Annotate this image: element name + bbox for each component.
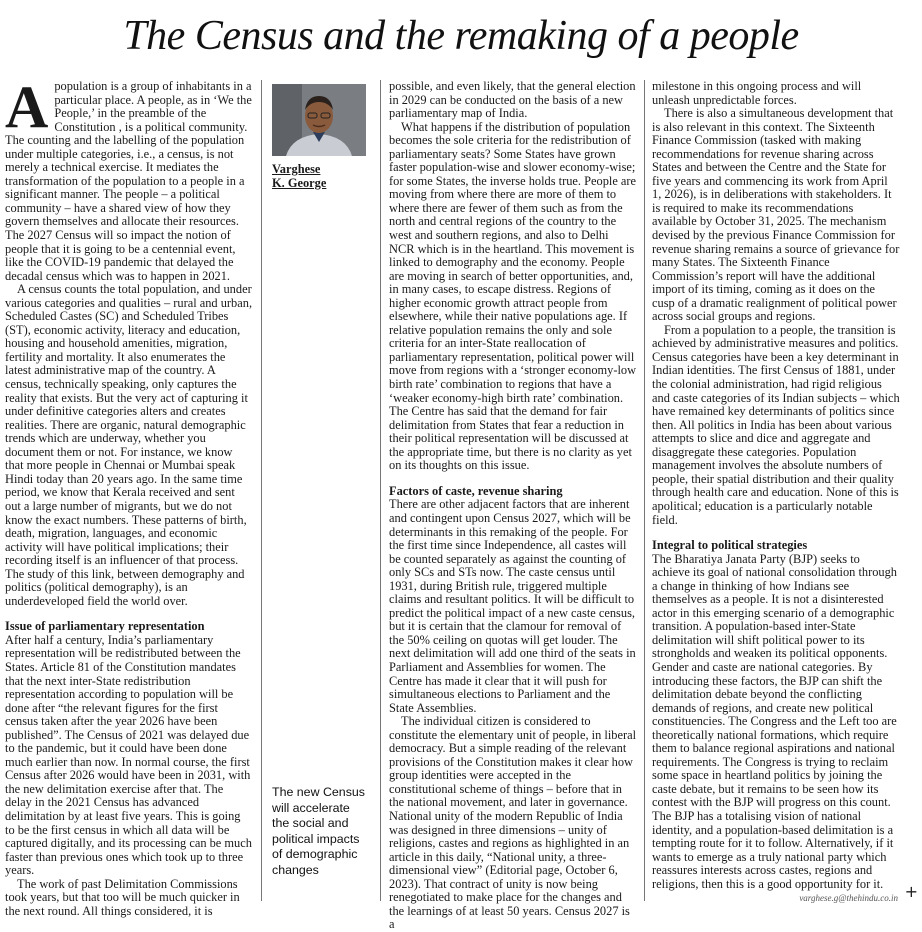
author-name: Varghese K. George [272, 162, 327, 190]
paragraph: The individual citizen is considered to constitute the elementary unit of people, in liberal democracy. But a simple reading of the relevant provisions of the Constitution makes it clear how group identities were accepted in the constitutional scheme of things – before that in the national movement, and later in governance. National unity of the modern Republic of India was designed in three dimensions – unity of religions, castes and regions as highlighted in an article in this daily, “National unity, a three-dimensional view” (Editorial page, October 6, 2023). That contract of unity is now being renegotiated to make place for the changes and the learnings of at least 50 years. Census 2027 is a [389, 714, 637, 932]
subheading: Factors of caste, revenue sharing [389, 483, 563, 498]
paragraph: There are other adjacent factors that are inherent and contingent upon Census 2027, which will be determinants in this remaking of the people. For the first time since Independence, all castes will be counted separately as against the counting of only SCs and STs now. The caste census until 1931, during British rule, triggered multiple claims and resultant politics. It will be difficult to predict the political impact of a new caste census, but it is certain that the clamour for removal of the 50% ceiling on quotas will get louder. The next delimitation will add one third of the seats in Parliament and Assemblies for women. The Centre has made it clear that it will push for simultaneous elections to Parliament and the State Assemblies. [389, 497, 636, 715]
column-1 [5, 74, 253, 918]
pull-quote: The new Census will accelerate the social and political impacts of demographic changes [272, 785, 365, 877]
drop-cap: A [5, 74, 49, 140]
paragraph: milestone in this ongoing process and will unleash unpredictable forces. [652, 79, 862, 107]
column-4 [652, 80, 900, 901]
paragraph: The Bharatiya Janata Party (BJP) seeks to achieve its goal of national consolidation through a change in thinking of how Indians see themselves as a people. It is not a disinterested actor in this emerging scenario of a demographic transition. A population-based inter-State delimitation will shift political power to its strongholds and weaken its political opponents. Gender and caste are national categories. By introducing these factors, the BJP can shift the delimitation debate beyond the conflicting demands of regions, and create new political constituencies. The Congress and the Left too are theoretically national formations, which require them to balance regional aspirations and national requirements. The Congress is trying to reclaim some space in heartland politics by joining the caste debate, but it remains to be seen how its contest with the BJP will progress on this count. The BJP has a totalising vision of national identity, and a population-based delimitation is a tempting route for it to follow. Alternatively, if it wants to emerge as a truly national party which reassures interests across castes, regions and religions, then this is a good opportunity for it. [652, 551, 897, 891]
paragraph: There is also a simultaneous development that is also relevant in this context. The Sixteenth Finance Commission (tasked with making recommendations for revenue sharing across States and between the Centre and the State for five years and commencing its work from April 1, 2026), is in deliberations with stakeholders. It is required to make its recommendations available by October 31, 2025. The mechanism devised by the previous Finance Commission for revenue sharing remains a source of grievance for many States. The Sixteenth Finance Commission’s report will have the additional import of its timing, coming as it does on the cusp of a dramatic realignment of political power across social groups and regions. [652, 106, 900, 324]
column-rule [380, 80, 381, 901]
headline: The Census and the remaking of a people [123, 13, 799, 59]
paragraph: The work of past Delimitation Commissions took years, but that too will be much quicker in the next round. All things considered, it is [5, 876, 240, 918]
paragraph: What happens if the distribution of population becomes the sole criteria for the redistribution of parliamentary seats? Some States have grown faster population-wise and slower economy-wise; for some States, the inverse holds true. People are moving from where there are more of them to where there are fewer of them such as from the north and central regions of the country to the west and southern regions, and also to Delhi NCR which is in the heartland. This movement is linked to demography and the economy. People are moving in search of better opportunities, and, in many cases, to escape distress. Regions of higher economic growth attract people from elsewhere, while their native populations age. If relative population remains the only and sole criteria for an inter-State reallocation of parliamentary representation, political power will move from regions with a ‘stronger economy-low birth rate’ combination to regions that have a ‘weaker economy-high birth rate’ combination. The Centre has said that the demand for fair delimitation from States that fear a reduction in their political representation will be discussed at the appropriate time, but there is no clarity as yet on its thoughts on this issue. [389, 119, 637, 473]
paragraph: A population is a group of inhabitants in a particular place. A people, as in ‘We the People,’ in the preamble of the Constitution , is a political community. The counting and the labelling of the population under multiple categories, i.e., a census, is not merely a technical exercise. It mediates the transformation of the population to a people in a significant manner. The people – a political community – have a shared view of how they govern themselves and allocate their resources. The 2027 Census will so impact the notion of people that it is going to be a centennial event, like the COVID-19 pandemic that delayed the decadal census which was to happen in 2021. [5, 74, 252, 283]
column-rule [644, 80, 645, 901]
author-portrait-icon [272, 84, 366, 156]
column-rule [261, 80, 262, 901]
paragraph: From a population to a people, the transition is achieved by administrative measures and politics. Census categories have been a key determinant in Indian identities. The first Census of 1881, under the colonial administration, had rigid religious and caste categories of its Indian subjects – which have remained key determinants of politics since then. All politics in India has been about various attempts to slice and dice and aggregate and disaggregate these categories. Population management involves the absolute numbers of people, their spatial distribution and their quality through health care and education. None of this is apolitical; education is a particularly notable field. [652, 322, 900, 527]
paragraph: After half a century, India’s parliamentary representation will be redistributed between the States. Article 81 of the Constitution mandates that the next inter-State redistribution representation according to population will be done after “the relevant figures for the first census taken after the year 2026 have been published”. The Census of 2021 was delayed due to the pandemic, but it could have been done much earlier than now. In normal course, the first Census after 2026 would have been in 2031, with the new delimitation exercise after that. The delay in the 2021 Census has advanced delimitation by at least five years. This is going to be the first census in which all data will be captured digitally, and its processing can be much faster than previous ones which took up to three years. [5, 632, 252, 878]
author-photo [272, 84, 366, 156]
author-email: varghese.g@thehindu.co.in [799, 893, 898, 903]
column-3 [389, 79, 637, 932]
paragraph: A census counts the total population, and under various categories and qualities – rural and urban, Scheduled Castes (SC) and Scheduled Tribes (ST), economic activity, literacy and education, housing and household amenities, migration, fertility and mortality. It also enumerates the latest administrative map of the country. A census, technically speaking, only captures the reality that exists. But the very act of capturing it under definitive categories alters and creates realities. There are organic, natural demographic trends which are underway, whether you document them or not. For instance, we know that more people in Chennai or Mumbai speak Hindi today than 20 years ago. In the same time period, we know that Kerala received and sent out a large number of migrants, but we do not know the exact numbers. These patterns of birth, death, migration, languages, and economic activity will have political implications; their recording itself is an influencer of that process. The study of this link, between demography and politics (political demography), is an underdeveloped field the world over. [5, 282, 253, 608]
crosshair-icon: + [904, 882, 918, 901]
paragraph: possible, and even likely, that the general election in 2029 can be conducted on the basis of a new parliamentary map of India. [389, 79, 636, 121]
subheading: Issue of parliamentary representation [5, 619, 205, 634]
author-column [272, 80, 372, 901]
subheading: Integral to political strategies [652, 538, 808, 553]
